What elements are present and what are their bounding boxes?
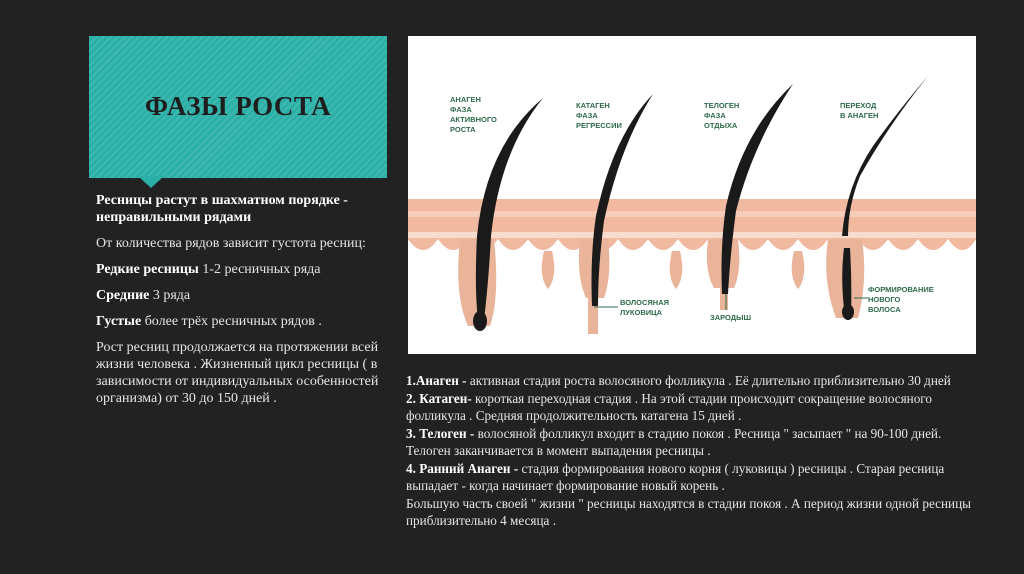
label-telogen: ТЕЛОГЕН ФАЗА ОТДЫХА [704, 101, 740, 130]
phase-early-anagen: 4. Ранний Анаген - стадия формирования нового корня ( луковицы ) ресницы . Старая ресница выпадает - когда начинает формирование новый корень . [406, 460, 945, 493]
page-title: ФАЗЫ РОСТА [144, 91, 332, 121]
left-text-column [96, 192, 381, 416]
phase-catagen: 2. Катаген- короткая переходная стадия . На этой стадии происходит сокращение волосяного фолликула . Средняя продолжительность катагена 15 дней . [406, 390, 932, 423]
gland [792, 251, 805, 289]
rare-lashes: Редкие ресницы 1-2 ресничных ряда [96, 262, 321, 277]
phase-telogen: 3. Телоген - волосяной фолликул входит в стадию покоя . Ресница " засыпает " на 90-100 дней. Телоген заканчивается в момент выпадения ресницы . [406, 425, 942, 458]
phases-description [406, 372, 986, 530]
rows-paragraph: Ресницы растут в шахматном порядке - неправильными рядами [96, 193, 348, 225]
bulb-anagen [473, 311, 487, 331]
label-anagen: АНАГЕН ФАЗА АКТИВНОГО РОСТА [450, 95, 497, 134]
bulb-new [842, 304, 854, 320]
lifecycle-paragraph: Рост ресниц продолжается на протяжении всей жизни человека . Жизненный цикл ресницы ( в зависимости от индивидуальных особенностей организма) от 30 до 150 дней . [96, 340, 379, 406]
medium-lashes: Средние 3 ряда [96, 288, 191, 303]
thick-lashes: Густые более трёх ресничных рядов . [96, 314, 322, 329]
diagram-svg [408, 36, 976, 354]
skin-stripe [408, 232, 976, 238]
title-box [89, 36, 387, 178]
summary: Большую часть своей " жизни " ресницы находятся в стадии покоя . А период жизни одной ресницы приблизительно 4 месяца . [406, 495, 972, 528]
label-bulb: ВОЛОСЯНАЯ ЛУКОВИЦА [620, 298, 670, 317]
title-pointer [138, 176, 164, 188]
label-transition: ПЕРЕХОД В АНАГЕН [840, 101, 879, 120]
phase-anagen: 1.Анаген - активная стадия роста волосяного фолликула . Её длительно приблизительно 30 дней [406, 373, 951, 388]
hair-growth-diagram [408, 36, 976, 354]
gland [542, 251, 555, 289]
label-new-hair: ФОРМИРОВАНИЕ НОВОГО ВОЛОСА [868, 285, 934, 314]
label-germ: ЗАРОДЫШ [710, 313, 751, 322]
gland [670, 251, 683, 289]
label-catagen: КАТАГЕН ФАЗА РЕГРЕССИИ [576, 101, 622, 130]
density-paragraph: От количества рядов зависит густота ресниц: [96, 236, 366, 251]
